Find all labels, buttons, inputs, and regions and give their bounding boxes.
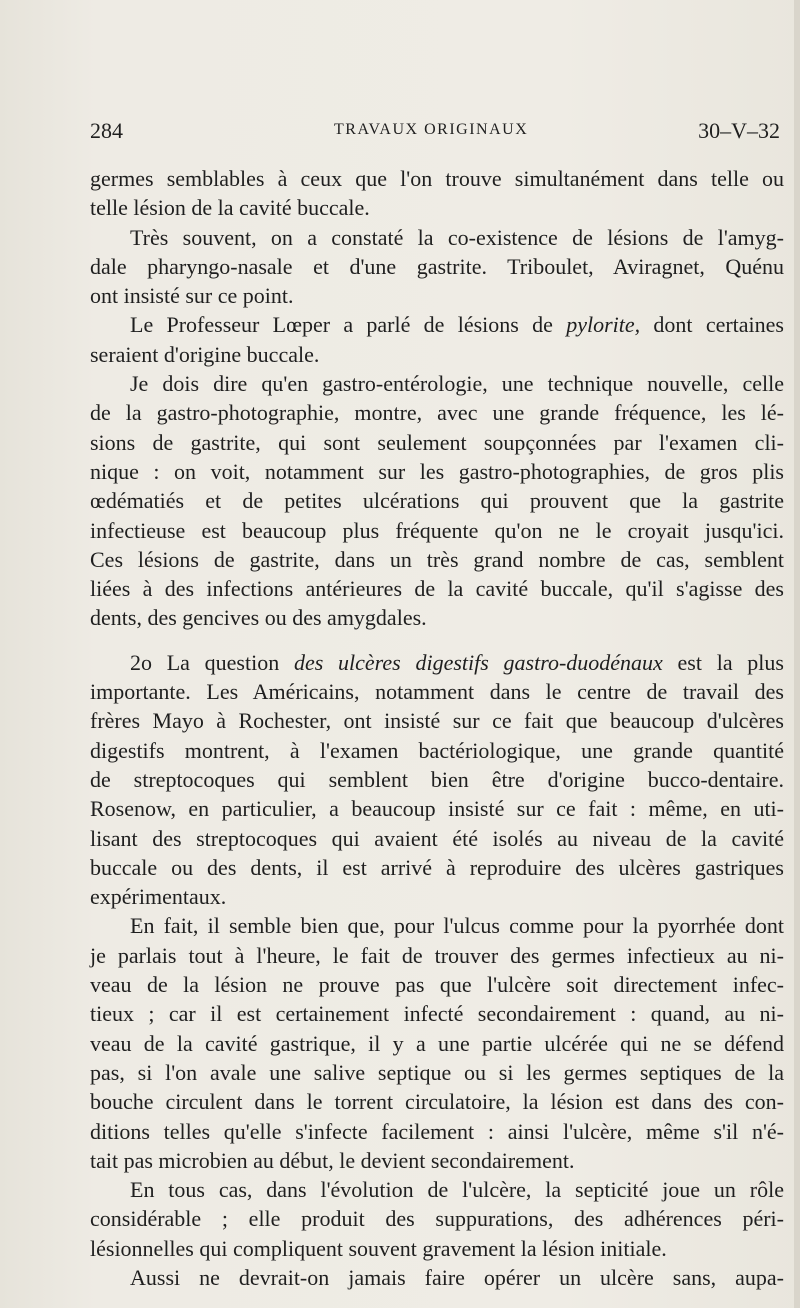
text-line: nique : on voit, notamment sur les gastro-photographies, de gros plis xyxy=(90,458,784,484)
running-header xyxy=(90,118,790,146)
text-line: dents, des gencives ou des amygdales. xyxy=(90,605,427,631)
text-segment: est la plus xyxy=(677,649,784,675)
text-line: de streptocoques qui semblent bien être d'origine bucco-dentaire. xyxy=(90,766,784,792)
text-line: Rosenow, en particulier, a beaucoup insisté sur ce fait : même, en uti- xyxy=(90,796,784,822)
text-line: œdématiés et de petites ulcérations qui prouvent que la gastrite xyxy=(90,488,784,514)
text-line: lésionnelles qui compliquent souvent gravement la lésion initiale. xyxy=(90,1235,667,1261)
text-line: veau de la lésion ne prouve pas que l'ulcère soit directement infec- xyxy=(90,972,784,998)
text-segment: 2o La question xyxy=(130,649,280,675)
text-line: infectieuse est beaucoup plus fréquente qu'on ne le croyait jusqu'ici. xyxy=(90,517,784,543)
page-number: 284 xyxy=(90,118,123,143)
text-line xyxy=(90,310,784,339)
text-line: telle lésion de la cavité buccale. xyxy=(90,195,370,221)
italic-term: des ulcères digestifs gastro-duodénaux xyxy=(293,649,663,675)
text-line: buccale ou des dents, il est arrivé à reproduire des ulcères gastriques xyxy=(90,854,784,880)
text-line: considérable ; elle produit des suppurations, des adhérences péri- xyxy=(90,1206,784,1232)
text-segment: Le Professeur Lœper a parlé de lésions de xyxy=(130,312,553,338)
text-line: tait pas microbien au début, le devient secondairement. xyxy=(90,1147,575,1173)
text-line: En fait, il semble bien que, pour l'ulcus comme pour la pyorrhée dont xyxy=(130,913,784,939)
italic-term: pylorite, xyxy=(566,312,641,338)
text-line: de la gastro-photographie, montre, avec une grande fréquence, les lé- xyxy=(90,400,784,426)
text-line: tieux ; car il est certainement infecté secondairement : quand, au ni- xyxy=(90,1001,784,1027)
text-line: seraient d'origine buccale. xyxy=(90,341,320,367)
text-line: germes semblables à ceux que l'on trouve simultanément dans telle ou xyxy=(90,166,784,191)
page-edge xyxy=(794,0,800,1308)
text-line: dale pharyngo-nasale et d'une gastrite. Triboulet, Aviragnet, Quénu xyxy=(90,253,784,279)
text-line: digestifs montrent, à l'examen bactériologique, une grande quantité xyxy=(90,737,784,763)
text-line: expérimentaux. xyxy=(90,884,227,910)
issue-date: 30–V–32 xyxy=(698,118,780,143)
text-line: importante. Les Américains, notamment dans le centre de travail des xyxy=(90,679,784,705)
text-line: veau de la cavité gastrique, il y a une partie ulcérée qui ne se défend xyxy=(90,1030,784,1056)
text-line: liées à des infections antérieures de la cavité buccale, qu'il s'agisse des xyxy=(90,576,784,602)
running-title: TRAVAUX ORIGINAUX xyxy=(334,121,529,138)
text-line: bouche circulent dans le torrent circulatoire, la lésion est dans des con- xyxy=(90,1089,784,1115)
text-line: pas, si l'on avale une salive septique ou si les germes septiques de la xyxy=(90,1059,784,1085)
text-line: En tous cas, dans l'évolution de l'ulcère, la septicité joue un rôle xyxy=(130,1177,784,1203)
text-line: lisant des streptocoques qui avaient été isolés au niveau de la cavité xyxy=(90,825,784,851)
text-line: ont insisté sur ce point. xyxy=(90,283,294,309)
text-line: Ces lésions de gastrite, dans un très grand nombre de cas, semblent xyxy=(90,546,784,572)
text-line: Très souvent, on a constaté la co-existence de lésions de l'amyg- xyxy=(130,224,784,250)
text-line xyxy=(90,648,784,677)
text-line: Je dois dire qu'en gastro-entérologie, une technique nouvelle, celle xyxy=(130,371,784,397)
text-line: sions de gastrite, qui sont seulement soupçonnées par l'examen cli- xyxy=(90,429,784,455)
text-line: frères Mayo à Rochester, ont insisté sur ce fait que beaucoup d'ulcères xyxy=(90,708,784,734)
text-line: ditions telles qu'elle s'infecte facilement : ainsi l'ulcère, même s'il n'é- xyxy=(90,1118,784,1144)
text-line: Aussi ne devrait-on jamais faire opérer un ulcère sans, aupa- xyxy=(130,1264,784,1290)
body-text xyxy=(90,164,784,1292)
text-segment: dont certaines xyxy=(653,312,784,338)
text-line: je parlais tout à l'heure, le fait de trouver des germes infectieux au ni- xyxy=(90,942,784,968)
